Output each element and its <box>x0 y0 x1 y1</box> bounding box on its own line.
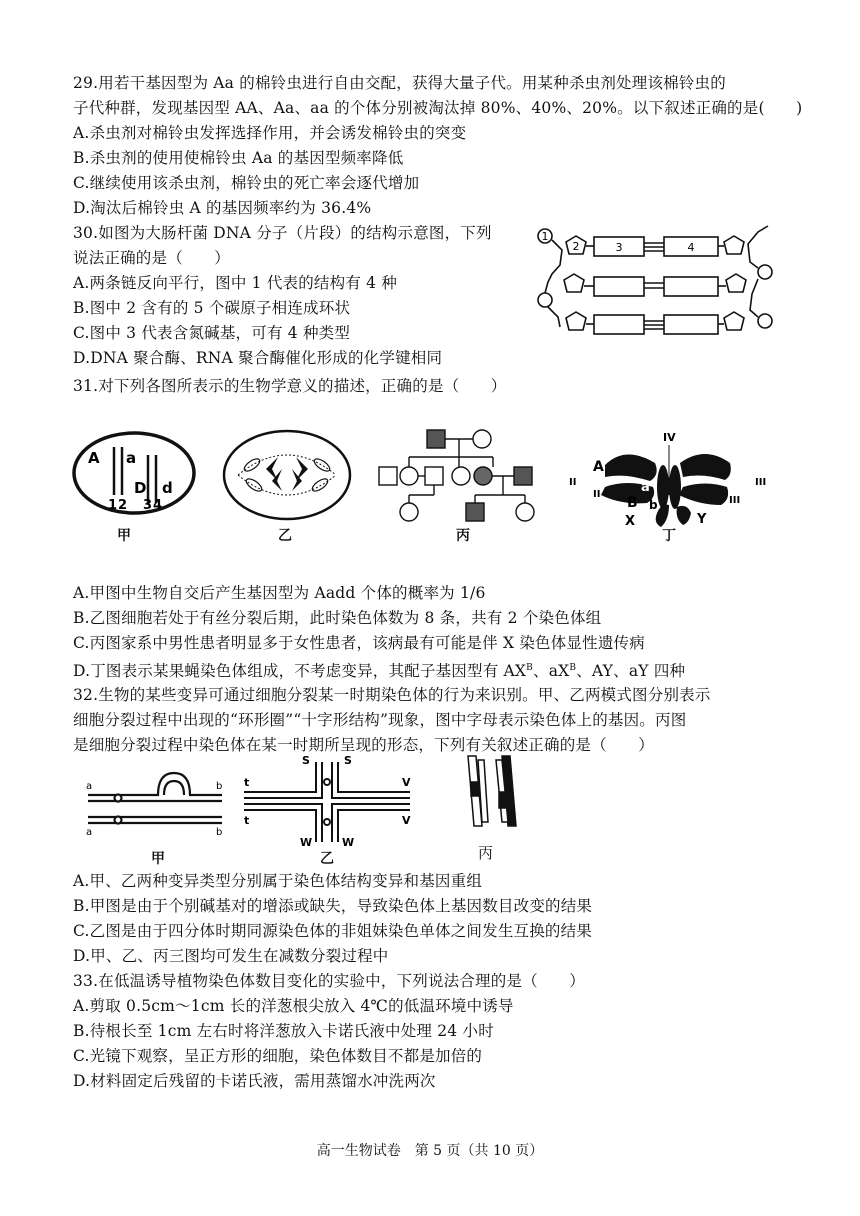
ding-label-II-right: II <box>593 489 601 500</box>
ding-label-B: B <box>627 495 638 511</box>
q29-option-b: B.杀虫剂的使用使棉铃虫 Aa 的基因型频率降低 <box>73 149 404 167</box>
q32-yi-label-W-right: W <box>342 836 355 849</box>
q31-option-b: B.乙图细胞若处于有丝分裂后期，此时染色体数为 8 条，共有 2 个染色体组 <box>73 609 602 627</box>
q29-option-c: C.继续使用该杀虫剂，棉铃虫的死亡率会逐代增加 <box>73 174 420 192</box>
dna-label-4: 4 <box>687 241 695 254</box>
dna-label-2: 2 <box>572 240 580 253</box>
q32-option-d: D.甲、乙、丙三图均可发生在减数分裂过程中 <box>73 947 389 965</box>
q31-figure-bing-pedigree <box>375 425 555 530</box>
ding-label-II-left: II <box>569 477 577 488</box>
q32-yi-label-t-top: t <box>244 776 250 789</box>
ding-label-III: III <box>755 477 767 488</box>
dna-structure-figure <box>530 222 780 352</box>
q32-option-c: C.乙图是由于四分体时期同源染色体的非姐妹染色单体之间发生互换的结果 <box>73 922 593 940</box>
q32-option-a: A.甲、乙两种变异类型分别属于染色体结构变异和基因重组 <box>73 872 483 890</box>
q32-jia-label-b-bottom: b <box>216 827 223 838</box>
ding-label-III-2: III <box>729 495 741 506</box>
q32-yi-label-S-left: S <box>302 754 310 767</box>
q32-figure-jia-loop <box>82 765 227 840</box>
q31-caption-ding: 丁 <box>662 528 676 544</box>
q32-yi-label-W-left: W <box>300 836 313 849</box>
q31-option-c: C.丙图家系中男性患者明显多于女性患者，该病最有可能是伴 X 染色体显性遗传病 <box>73 634 645 652</box>
q31-figure-yi <box>220 425 355 525</box>
q31-option-d-superscript-1: B <box>526 663 533 673</box>
q32-yi-label-t-bottom: t <box>244 814 250 827</box>
q30-option-b: B.图中 2 含有的 5 个碳原子相连成环状 <box>73 299 351 317</box>
q32-stem-line2: 细胞分裂过程中出现的“环形圈”“十字形结构”现象，图中字母表示染色体上的基因。丙图 <box>73 711 687 729</box>
q30-option-d: D.DNA 聚合酶、RNA 聚合酶催化形成的化学键相同 <box>73 349 443 367</box>
ding-label-X: X <box>625 514 636 529</box>
q32-caption-yi: 乙 <box>320 851 334 867</box>
q33-option-b: B.待根长至 1cm 左右时将洋葱放入卡诺氏液中处理 24 小时 <box>73 1022 494 1040</box>
jia-label-4: 4 <box>153 498 163 513</box>
ding-label-a: a <box>641 480 650 495</box>
q32-yi-label-V-top: V <box>402 776 411 789</box>
jia-label-d: d <box>162 479 173 497</box>
jia-label-A: A <box>88 449 100 467</box>
jia-label-3: 3 <box>143 498 153 513</box>
jia-label-1: 1 <box>108 498 118 513</box>
q32-caption-jia: 甲 <box>151 851 165 867</box>
ding-label-b: b <box>649 498 658 512</box>
q31-figure-jia <box>70 425 200 540</box>
q32-jia-label-b-top: b <box>216 781 223 792</box>
q30-stem-line2: 说法正确的是（ ） <box>73 249 231 267</box>
q32-jia-label-a-top: a <box>86 781 93 792</box>
q32-yi-label-S-right: S <box>344 754 352 767</box>
dna-label-3: 3 <box>615 241 623 254</box>
q31-caption-bing: 丙 <box>456 528 470 544</box>
q31-caption-jia: 甲 <box>117 528 131 544</box>
q31-caption-yi: 乙 <box>278 528 292 544</box>
q33-option-d: D.材料固定后残留的卡诺氏液，需用蒸馏水冲洗两次 <box>73 1072 436 1090</box>
jia-label-D: D <box>134 479 147 497</box>
q32-jia-label-a-bottom: a <box>86 827 93 838</box>
q32-figure-yi-cross <box>240 752 420 852</box>
q31-stem: 31.对下列各图所表示的生物学意义的描述，正确的是（ ） <box>73 377 507 395</box>
q33-option-c: C.光镜下观察，呈正方形的细胞，染色体数目不都是加倍的 <box>73 1047 483 1065</box>
jia-label-2: 2 <box>118 498 128 513</box>
q30-option-c: C.图中 3 代表含氮碱基，可有 4 种类型 <box>73 324 351 342</box>
q29-stem-line1: 29.用若干基因型为 Aa 的棉铃虫进行自由交配，获得大量子代。用某种杀虫剂处理该棉铃虫的 <box>73 74 726 92</box>
q32-stem-line3: 是细胞分裂过程中染色体在某一时期所呈现的形态，下列有关叙述正确的是（ ） <box>73 736 654 754</box>
q29-option-d: D.淘汰后棉铃虫 A 的基因频率约为 36.4% <box>73 199 372 217</box>
q31-option-d-superscript-2: B <box>569 663 577 673</box>
q31-option-a: A.甲图中生物自交后产生基因型为 Aadd 个体的概率为 1/6 <box>73 584 486 602</box>
q32-caption-bing: 丙 <box>478 844 494 862</box>
q30-stem-line1: 30.如图为大肠杆菌 DNA 分子（片段）的结构示意图，下列 <box>73 224 492 242</box>
page-footer: 高一生物试卷 第 5 页（共 10 页） <box>316 1143 544 1159</box>
jia-label-a: a <box>126 449 137 467</box>
ding-label-A: A <box>593 459 604 475</box>
ding-label-IV: IV <box>663 431 676 444</box>
q29-option-a: A.杀虫剂对棉铃虫发挥选择作用，并会诱发棉铃虫的突变 <box>73 124 467 142</box>
q30-option-a: A.两条链反向平行，图中 1 代表的结构有 4 种 <box>73 274 398 292</box>
q32-option-b: B.甲图是由于个别碱基对的增添或缺失，导致染色体上基因数目改变的结果 <box>73 897 593 915</box>
q33-stem: 33.在低温诱导植物染色体数目变化的实验中，下列说法合理的是（ ） <box>73 972 585 990</box>
q32-yi-label-V-bottom: V <box>402 814 411 827</box>
q32-stem-line1: 32.生物的某些变异可通过细胞分裂某一时期染色体的行为来识别。甲、乙两模式图分别表示 <box>73 686 711 704</box>
q31-option-d: D.丁图表示某果蝇染色体组成，不考虑变异，其配子基因型有 $AX^B$、$aX^B$、AY、aY 四种 <box>73 662 686 681</box>
q31-figure-ding-karyotype <box>565 425 785 535</box>
ding-label-Y: Y <box>697 512 707 527</box>
q29-stem-line2: 子代种群，发现基因型 AA、Aa、aa 的个体分别被淘汰掉 80%、40%、20%。以下叙述正确的是( ) <box>73 99 803 117</box>
q33-option-a: A.剪取 0.5cm～1cm 长的洋葱根尖放入 4℃的低温环境中诱导 <box>73 997 514 1015</box>
q32-figure-bing-chromosomes <box>462 752 522 832</box>
dna-label-1: 1 <box>541 230 549 243</box>
